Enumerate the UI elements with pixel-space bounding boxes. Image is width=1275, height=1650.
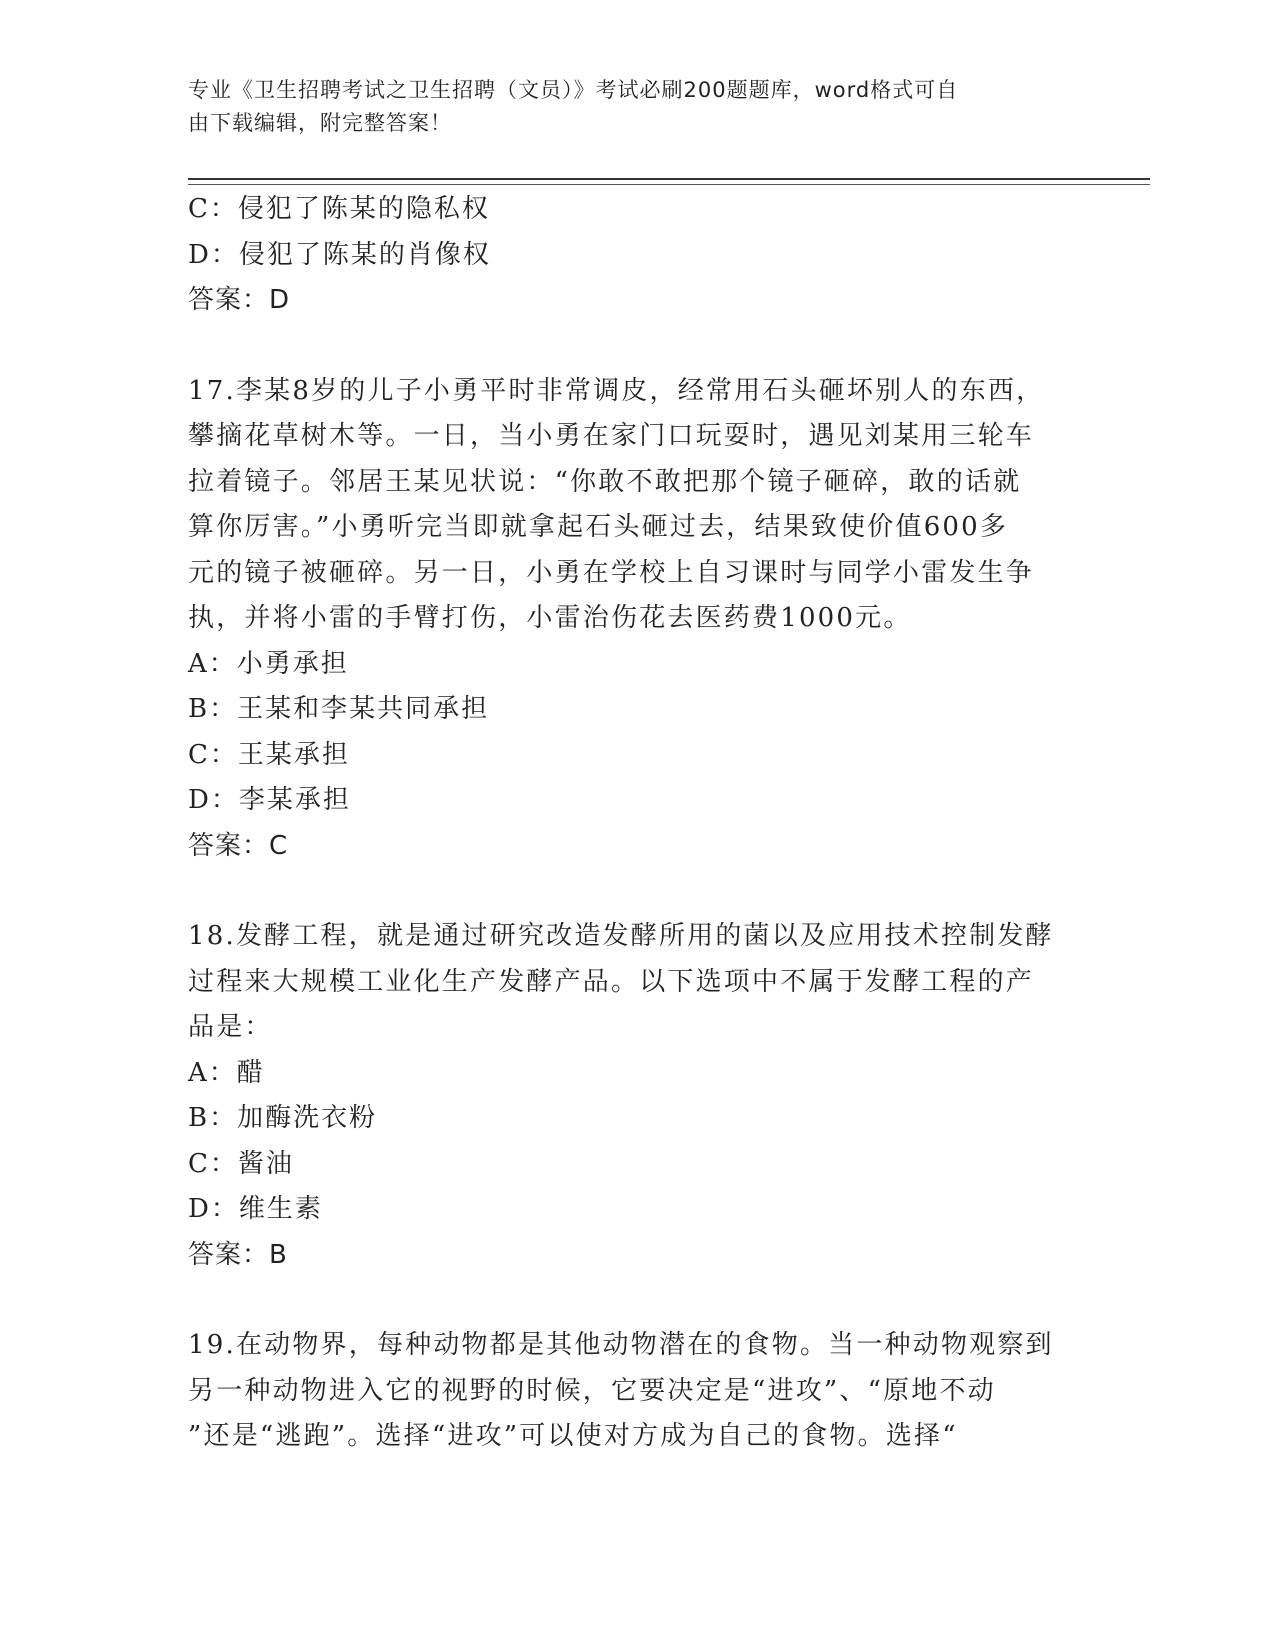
question-line: 元的镜子被砸碎。另一日，小勇在学校上自习课时与同学小雷发生争	[188, 557, 1035, 588]
option-c: C：王某承担	[188, 739, 350, 770]
header-rule-thin	[188, 184, 1150, 185]
option-a: A：醋	[188, 1057, 265, 1088]
header-line-1: 专业《卫生招聘考试之卫生招聘（文员）》考试必刷200题题库，word格式可自	[188, 78, 959, 102]
question-line: 攀摘花草树木等。一日，当小勇在家门口玩耍时，遇见刘某用三轮车	[188, 421, 1035, 451]
option-b: B：加酶洗衣粉	[188, 1103, 378, 1133]
question-17	[188, 369, 1068, 870]
option-c: C：侵犯了陈某的隐私权	[188, 194, 490, 224]
question-line: 拉着镜子。邻居王某见状说：“你敢不敢把那个镜子砸碎，敢的话就	[188, 466, 1022, 497]
option-b: B：王某和李某共同承担	[188, 694, 490, 724]
question-line: 另一种动物进入它的视野的时候，它要决定是“进攻”、“原地不动	[188, 1375, 996, 1406]
spacer	[188, 1278, 1068, 1323]
question-line: 算你厉害。”小勇听完当即就拿起石头砸过去，结果致使价值600多	[188, 512, 1009, 542]
question-text	[188, 1323, 1068, 1460]
option-a: A：小勇承担	[188, 648, 349, 679]
option-d: D：侵犯了陈某的肖像权	[188, 239, 491, 270]
question-line: 19.在动物界，每种动物都是其他动物潜在的食物。当一种动物观察到	[188, 1330, 1054, 1360]
header-line-2: 由下载编辑，附完整答案！	[188, 111, 452, 135]
spacer	[188, 324, 1068, 369]
page-header	[188, 74, 1068, 140]
question-line: 18.发酵工程，就是通过研究改造发酵所用的菌以及应用技术控制发酵	[188, 921, 1054, 951]
option-d: D：李某承担	[188, 785, 351, 815]
question-text	[188, 914, 1068, 1051]
option-d: D：维生素	[188, 1194, 323, 1224]
option-c: C：酱油	[188, 1148, 294, 1179]
answer-line: 答案：B	[188, 1239, 288, 1270]
answer-line: 答案：D	[188, 285, 291, 315]
question-19	[188, 1323, 1068, 1460]
question-line: 17.李某8岁的儿子小勇平时非常调皮，经常用石头砸坏别人的东西，	[188, 375, 1045, 406]
spacer	[188, 869, 1068, 914]
header-rule-thick	[188, 178, 1150, 180]
document-body	[188, 187, 1068, 1460]
question-line: 执，并将小雷的手臂打伤，小雷治伤花去医药费1000元。	[188, 603, 912, 633]
question-line: 过程来大规模工业化生产发酵产品。以下选项中不属于发酵工程的产	[188, 966, 1035, 997]
question-text	[188, 369, 1068, 642]
question-16-tail	[188, 187, 1068, 324]
question-18	[188, 914, 1068, 1278]
question-line: 品是：	[188, 1012, 273, 1042]
answer-line: 答案：C	[188, 830, 289, 861]
question-line: ”还是“逃跑”。选择“进攻”可以使对方成为自己的食物。选择“	[188, 1421, 958, 1451]
